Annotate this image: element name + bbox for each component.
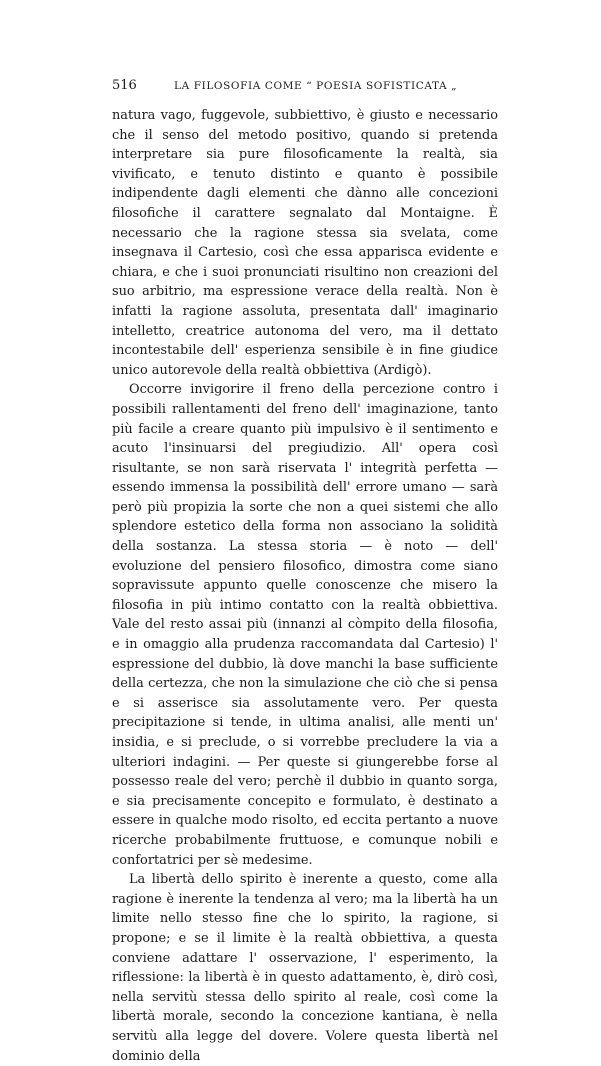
paragraph-1: natura vago, fuggevole, subbiettivo, è giusto e necessario che il senso del metodo positivo, quando si pretenda interpretare sia pure filosoficamente la realtà, sia vivificato, e tenuto distinto e quanto è possibile indipendente dagli elementi che dànno alle concezioni filosofiche il carattere segnalato dal Montaigne. È necessario che la ragione stessa sia svelata, come insegnava il Cartesio, così che essa apparisca evidente e chiara, e che i suoi pronunciati risultino non creazioni del suo arbitrio, ma espressione verace della realtà. Non è infatti la ragione assoluta, presentata dall' imaginario intelletto, creatrice autonoma del vero, ma il dettato incontestabile dell' esperienza sensibile è in fine giudice unico autorevole della realtà obbiettiva (Ardigò).	[112, 108, 498, 378]
paragraph-2: Occorre invigorire il freno della percezione contro i possibili rallentamenti del freno dell' imaginazione, tanto più facile a creare quanto più impulsivo è il sentimento e acuto l'insinuarsi del pregiudizio. All' opera così risultante, se non sarà riservata l' integrità perfetta — essendo immensa la possibilità dell' errore umano — sarà però più propizia la sorte che non a quei sistemi che allo splendore estetico della forma non associano la solidità della sostanza. La stessa storia — è noto — dell' evoluzione del pensiero filosofico, dimostra come siano sopravissute appunto quelle conoscenze che misero la filosofia in più intimo contatto con la realtà obbiettiva. Vale del resto assai più (innanzi al còmpito della filosofia, e in omaggio alla prudenza raccomandata dal Cartesio) l' espressione del dubbio, là dove manchi la base sufficiente della certezza, che non la simulazione che ciò che si pensa e si asserisce sia assolutamente vero. Per questa precipitazione si tende, in ultima analisi, alle menti un' insidia, e si preclude, o si vorrebbe precludere la via a ulteriori indagini. — Per queste si giungerebbe forse al possesso reale del vero; perchè il dubbio in quanto sorga, e sia precisamente concepito e formulato, è destinato a essere in qualche modo risolto, ed eccita pertanto a nuove ricerche probabilmente fruttuose, e comunque nobili e confortatrici per sè medesime.	[112, 382, 498, 868]
paragraph-3: La libertà dello spirito è inerente a questo, come alla ragione è inerente la tendenza al vero; ma la libertà ha un limite nello stesso fine che lo spirito, la ragione, si propone; e se il limite è la realtà obbiettiva, a questa conviene adattare l' osservazione, l' esperimento, la riflessione: la libertà è in questo adattamento, è, dirò così, nella servitù stessa dello spirito al reale, così come la libertà morale, secondo la concezione kantiana, è nella servitù alla legge del dovere. Volere questa libertà nel dominio della	[112, 872, 498, 1064]
running-head: LA FILOSOFIA COME “ POESIA SOFISTICATA „	[174, 80, 458, 92]
page-number: 516	[112, 78, 137, 93]
page-header	[112, 78, 498, 96]
book-page	[112, 78, 498, 1066]
body-text	[112, 106, 498, 1066]
